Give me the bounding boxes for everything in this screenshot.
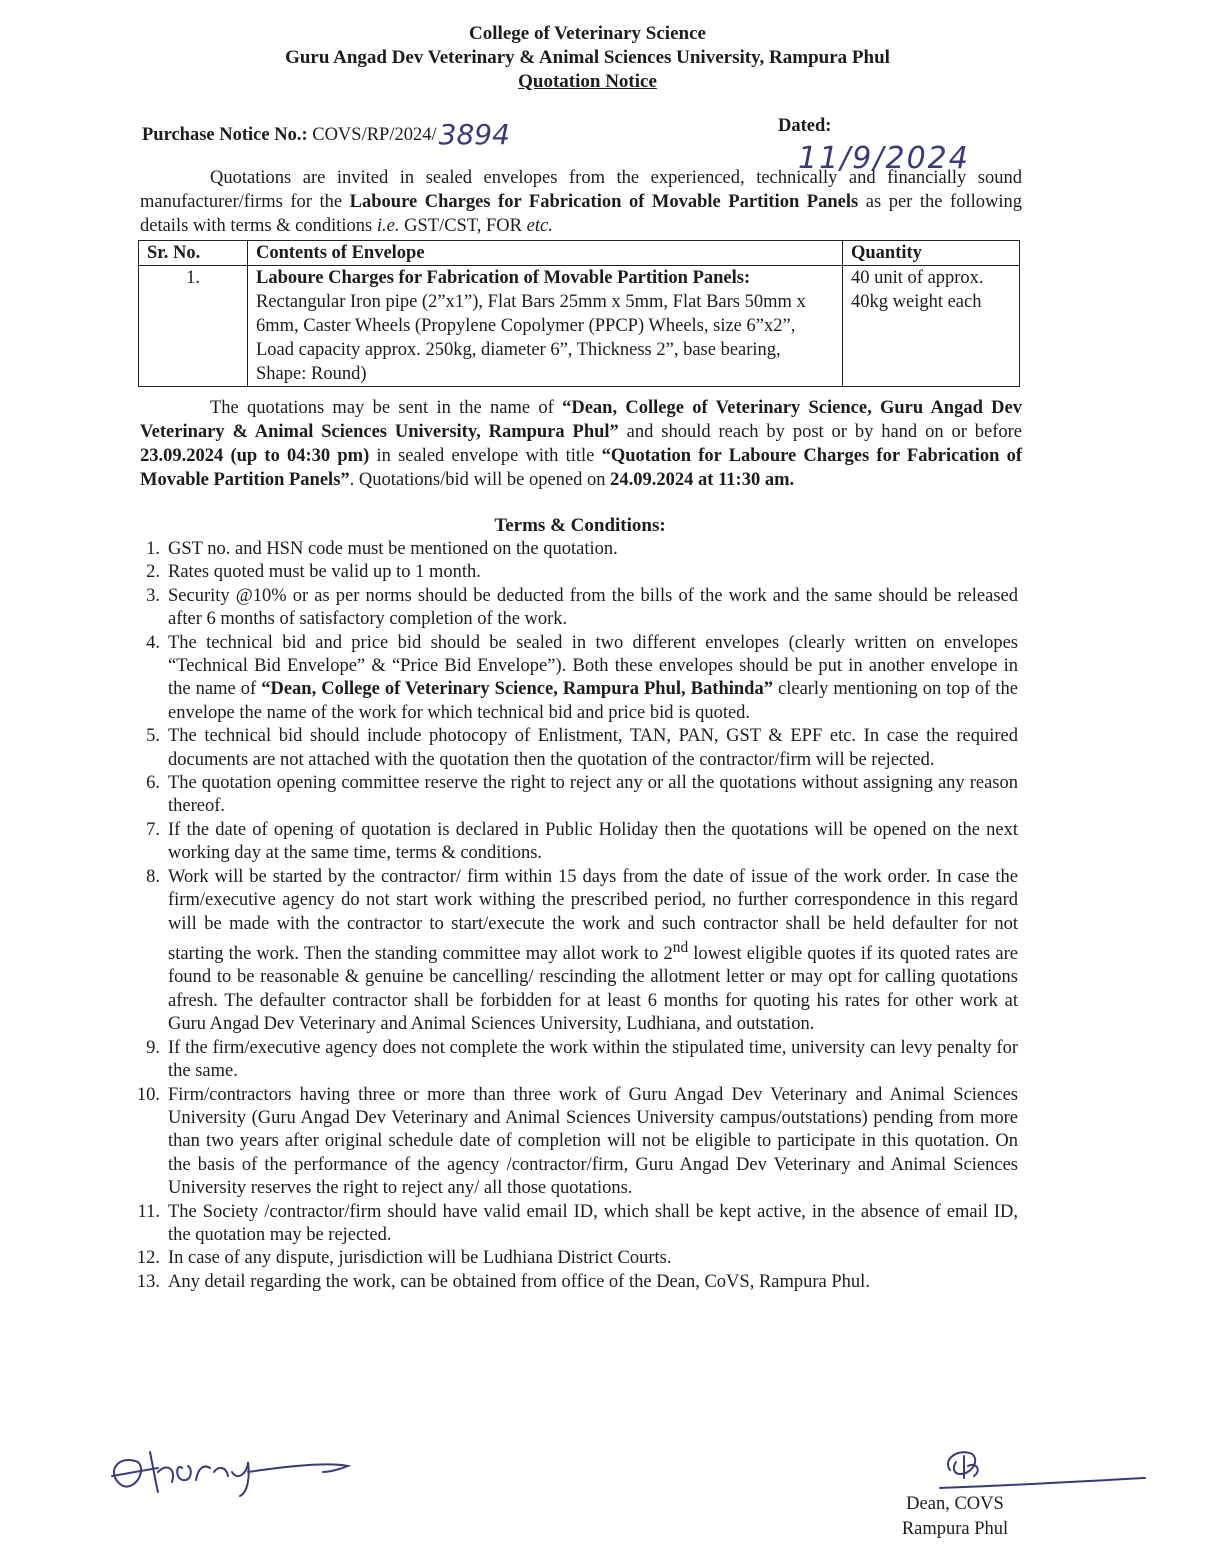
- list-item: [130, 1201, 1018, 1248]
- term-text: In case of any dispute, jurisdiction will be Ludhiana District Courts.: [168, 1248, 672, 1269]
- term-text: If the date of opening of quotation is declared in Public Holiday then the quotations will be opened on the next working day at the same time, terms & conditions.: [168, 819, 1018, 864]
- term-number: 8.: [146, 866, 160, 887]
- term-text-part: Work will be started by the contractor/ firm within 15 days from the date of issue of the work order. In case the firm/executive agency do not start work withing the prescribed period, no further correspondence in this regard will be made with the contractor to start/execute the work and such contractor shall be held defaulter for not starting the work. Then the standing committee may allot work to 2: [168, 866, 1018, 965]
- signatory-block: [870, 1492, 1040, 1542]
- submission-text: The quotations may be sent in the name of: [210, 398, 563, 418]
- signatory-title: Dean, COVS: [906, 1494, 1004, 1514]
- college-name: College of Veterinary Science: [469, 23, 706, 44]
- intro-work-title: Laboure Charges for Fabrication of Movable Partition Panels: [349, 192, 859, 212]
- term-number: 3.: [146, 585, 160, 606]
- term-text: Firm/contractors having three or more than three work of Guru Angad Dev Veterinary and Animal Sciences University (Guru Angad Dev Veterinary and Animal Sciences University campus/outstations) pending from more than two years after original schedule date of completion will not be eligible to participate in this quotation. On the basis of the performance of the agency /contractor/firm, Guru Angad Dev Veterinary and Animal Sciences University reserves the right to reject any/ all those quotations.: [168, 1084, 1018, 1199]
- term-text: The Society /contractor/firm should have valid email ID, which shall be kept active, in the absence of email ID, the quotation may be rejected.: [168, 1201, 1018, 1245]
- submission-paragraph: [140, 396, 1022, 492]
- item-details: Rectangular Iron pipe (2”x1”), Flat Bars 25mm x 5mm, Flat Bars 50mm x 6mm, Caster Wheels (Propylene Copolymer (PPCP) Wheels, size 6”x2”, Load capacity approx. 250kg, diameter 6”, Thickness 2”, base bearing, Shape: Round): [256, 292, 806, 384]
- list-item: [130, 866, 1018, 1037]
- notice-reference-row: [142, 114, 1022, 176]
- purchase-notice-number: [142, 114, 510, 151]
- term-text: GST no. and HSN code must be mentioned on the quotation.: [168, 539, 618, 559]
- left-signature-scribble: [98, 1432, 358, 1502]
- term-text: [168, 633, 1018, 723]
- term-number: 9.: [146, 1037, 160, 1058]
- cell-sr-no: 1.: [139, 266, 248, 387]
- term-text-part: The technical bid and price bid should be sealed in two different envelopes (clearly written on envelopes “Technical Bid Envelope” & “Price Bid Envelope”). Both these envelopes should be put in another envelope in the name of: [168, 632, 1018, 700]
- term-text-bold: “Dean, College of Veterinary Science, Rampura Phul, Bathinda”: [261, 679, 773, 700]
- term-text: Security @10% or as per norms should be deducted from the bills of the work and the same should be released after 6 months of satisfactory completion of the work.: [168, 585, 1018, 630]
- term-text-superscript: nd: [672, 938, 689, 956]
- cell-quantity: 40 unit of approx. 40kg weight each: [843, 266, 1020, 387]
- signatory-location: Rampura Phul: [901, 1519, 1009, 1539]
- term-text-part: clearly mentioning on top of the envelope the name of the work for which technical bid and price bid is quoted.: [168, 679, 1018, 723]
- term-text: Rates quoted must be valid up to 1 month.: [168, 562, 481, 583]
- item-title: Laboure Charges for Fabrication of Movable Partition Panels:: [256, 268, 751, 288]
- notice-date: [778, 116, 1022, 176]
- table-row: [139, 266, 1020, 387]
- list-item: [130, 1247, 1018, 1270]
- terms-heading: Terms & Conditions:: [494, 515, 666, 536]
- intro-text: i.e.: [376, 216, 400, 236]
- column-header-contents: Contents of Envelope: [248, 241, 843, 266]
- list-item: [130, 538, 1018, 561]
- column-header-sr-no: Sr. No.: [139, 241, 248, 266]
- dated-handwritten-value: 11/9/2024: [798, 141, 970, 176]
- intro-text: etc.: [526, 216, 553, 236]
- list-item: [130, 585, 1018, 632]
- submission-text: in sealed envelope with title: [369, 446, 602, 466]
- column-header-quantity: Quantity: [843, 241, 1020, 266]
- intro-text: GST/CST, FOR: [399, 216, 527, 236]
- table-header-row: [139, 241, 1020, 266]
- list-item: [130, 819, 1018, 866]
- term-number: 1.: [146, 539, 160, 559]
- intro-paragraph: [140, 166, 1022, 238]
- intro-text: as per the following details with terms & conditions: [140, 192, 1022, 236]
- submission-opening-date: 24.09.2024 at 11:30 am.: [610, 470, 795, 490]
- intro-text: Quotations are invited in sealed envelopes from the experienced, technically and financially sound manufacturer/firms for the: [140, 168, 1022, 212]
- term-text: The technical bid should include photocopy of Enlistment, TAN, PAN, GST & EPF etc. In case the required documents are not attached with the quotation then the quotation of the contractor/firm will be rejected.: [168, 726, 1018, 770]
- submission-addressee: “Dean, College of Veterinary Science, Guru Angad Dev Veterinary & Animal Sciences University, Rampura Phul”: [140, 398, 1022, 442]
- term-text: [168, 867, 1018, 1035]
- submission-text: . Quotations/bid will be opened on: [349, 470, 611, 490]
- list-item: [130, 561, 1018, 584]
- term-text: If the firm/executive agency does not complete the work within the stipulated time, university can levy penalty for the same.: [168, 1037, 1018, 1082]
- list-item: [130, 632, 1018, 726]
- purchase-notice-handwritten-number: 3894: [438, 118, 510, 151]
- list-item: [130, 1084, 1018, 1201]
- envelope-contents-table: [138, 240, 1020, 387]
- term-number: 13.: [136, 1271, 160, 1292]
- cell-contents: [248, 266, 843, 387]
- list-item: [130, 1037, 1018, 1084]
- document-title: Quotation Notice: [518, 71, 657, 92]
- term-text-part: lowest eligible quotes if its quoted rates are found to be reasonable & genuine be cancelling/ rescinding the allotment letter or may opt for calling quotations afresh. The defaulter contractor shall be forbidden for at least 6 months for quoting his rates for other work at Guru Angad Dev Veterinary and Animal Sciences University, Ludhiana, and outstation.: [168, 944, 1018, 1035]
- list-item: [130, 725, 1018, 772]
- letterhead: [0, 22, 1175, 94]
- list-item: [130, 1271, 1018, 1294]
- dated-label: Dated:: [778, 116, 832, 136]
- university-name: Guru Angad Dev Veterinary & Animal Sciences University, Rampura Phul: [285, 47, 890, 68]
- submission-envelope-title: “Quotation for Laboure Charges for Fabrication of Movable Partition Panels”: [140, 446, 1023, 490]
- term-text: The quotation opening committee reserve the right to reject any or all the quotations without assigning any reason thereof.: [168, 773, 1018, 817]
- term-number: 6.: [146, 773, 160, 794]
- term-number: 5.: [146, 726, 160, 747]
- terms-list: [130, 538, 1018, 1294]
- term-text: Any detail regarding the work, can be obtained from office of the Dean, CoVS, Rampura Phul.: [168, 1271, 870, 1292]
- term-number: 12.: [136, 1248, 160, 1269]
- purchase-notice-label: Purchase Notice No.:: [142, 125, 308, 145]
- submission-text: and should reach by post or by hand on or before: [618, 422, 1022, 442]
- term-number: 2.: [146, 562, 160, 583]
- submission-deadline: 23.09.2024 (up to 04:30 pm): [140, 446, 370, 466]
- term-number: 10.: [136, 1084, 160, 1105]
- term-number: 11.: [137, 1201, 160, 1222]
- term-number: 7.: [146, 819, 160, 840]
- purchase-notice-prefix: COVS/RP/2024/: [312, 125, 437, 145]
- list-item: [130, 772, 1018, 819]
- term-number: 4.: [146, 632, 160, 653]
